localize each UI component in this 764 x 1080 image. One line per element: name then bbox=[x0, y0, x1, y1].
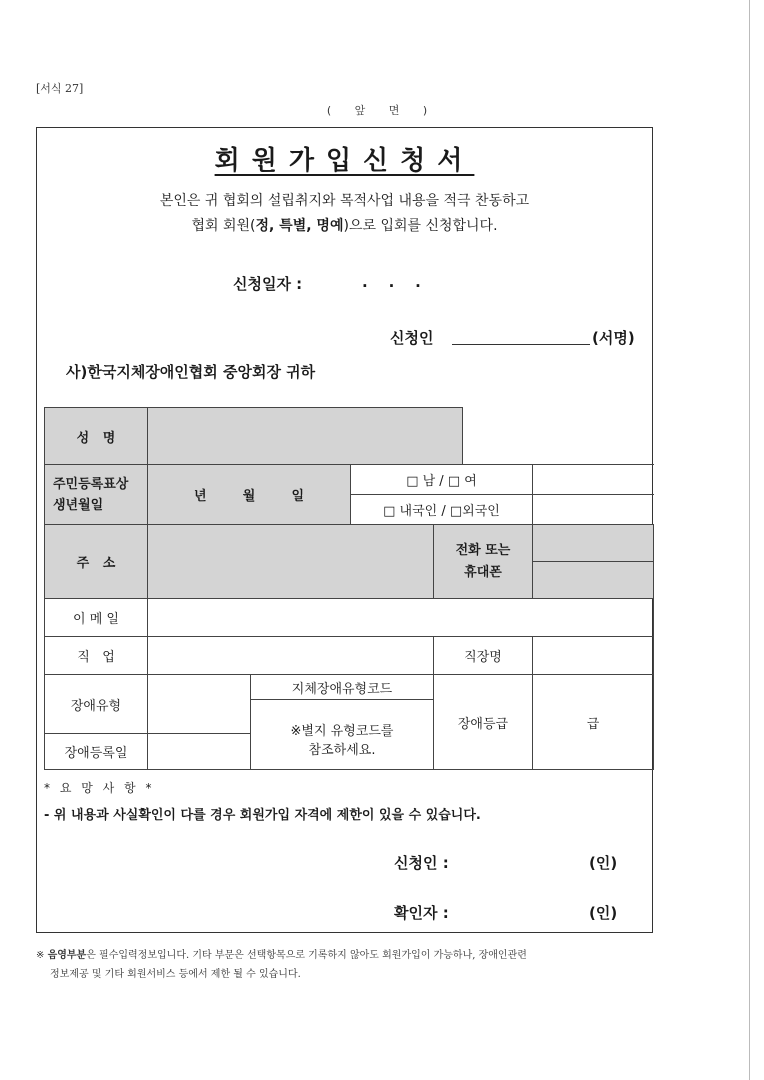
form-title-text: 회원가입신청서 bbox=[214, 146, 475, 176]
form-code: [서식 27] bbox=[36, 82, 84, 95]
signature-verifier-label: 확인자 : bbox=[394, 904, 449, 922]
disability-grade-field[interactable]: 급 bbox=[533, 675, 654, 770]
page-edge-rule bbox=[749, 0, 750, 1080]
addressee: 사)한국지체장애인협회 중앙회장 귀하 bbox=[66, 363, 316, 381]
disability-code-label: 지체장애유형코드 bbox=[251, 675, 434, 700]
footer-bold: 음영부분 bbox=[47, 950, 87, 961]
nationality-field[interactable]: □ 내국인 / □외국인 bbox=[351, 495, 533, 525]
footer-text-1: 은 필수입력정보입니다. 기타 부문은 선택항목으로 기록하지 않아도 회원가입이 가능하나, 장애인관련 bbox=[86, 950, 527, 961]
application-date-label: 신청일자 : bbox=[233, 275, 303, 293]
page-side-label: ( 앞 면 ) bbox=[326, 104, 438, 117]
disability-grade-label: 장애등급 bbox=[434, 675, 533, 770]
membership-types: 정, 특별, 명예 bbox=[255, 218, 344, 234]
applicant-sign-note: (서명) bbox=[592, 329, 635, 347]
intro-line-2 bbox=[36, 215, 653, 235]
intro-line-2-pre: 협회 회원( bbox=[191, 218, 256, 234]
applicant-label: 신청인 bbox=[390, 329, 434, 347]
job-label: 직 업 bbox=[45, 637, 148, 675]
footer-note bbox=[36, 946, 676, 984]
intro-line-2-post: )으로 입회를 신청합니다. bbox=[343, 218, 498, 234]
job-field[interactable] bbox=[148, 637, 434, 675]
email-field[interactable] bbox=[148, 599, 654, 637]
name-label: 성 명 bbox=[45, 408, 148, 465]
blank-cell bbox=[533, 495, 654, 525]
email-label: 이 메 일 bbox=[45, 599, 148, 637]
disability-type-label: 장애유형 bbox=[45, 675, 148, 734]
signature-applicant-label: 신청인 : bbox=[394, 854, 449, 872]
member-info-table bbox=[44, 407, 654, 770]
name-field[interactable] bbox=[148, 408, 463, 465]
signature-verifier-seal[interactable]: (인) bbox=[589, 904, 618, 922]
intro-line-1: 본인은 귀 협회의 설립취지와 목적사업 내용을 적극 찬동하고 bbox=[159, 193, 530, 209]
birth-field[interactable]: 년 월 일 bbox=[148, 465, 351, 525]
notes-heading: * 요 망 사 항 * bbox=[44, 781, 155, 795]
workplace-label: 직장명 bbox=[434, 637, 533, 675]
disability-code-note: ※별지 유형코드를 참조하세요. bbox=[251, 700, 434, 770]
form-title bbox=[36, 140, 653, 177]
blank-cell bbox=[463, 408, 654, 465]
blank-cell bbox=[533, 465, 654, 495]
registration-date-label: 장애등록일 bbox=[45, 734, 148, 770]
signature-applicant-seal[interactable]: (인) bbox=[589, 854, 618, 872]
phone-field[interactable] bbox=[533, 525, 654, 562]
footer-line-2: 정보제공 및 기타 회원서비스 등에서 제한 될 수 있습니다. bbox=[50, 969, 301, 980]
phone-label: 전화 또는 휴대폰 bbox=[434, 525, 533, 599]
application-date-field[interactable]: . . . bbox=[362, 273, 421, 291]
birth-label: 주민등록표상 생년월일 bbox=[45, 465, 148, 525]
footer-mark: ※ bbox=[36, 950, 45, 961]
notes-item: - 위 내용과 사실확인이 다를 경우 회원가입 자격에 제한이 있을 수 있습니다. bbox=[44, 808, 481, 823]
gender-field[interactable]: □ 남 / □ 여 bbox=[351, 465, 533, 495]
registration-date-field[interactable] bbox=[148, 734, 251, 770]
mobile-field[interactable] bbox=[533, 562, 654, 599]
workplace-field[interactable] bbox=[533, 637, 654, 675]
footer-line-1 bbox=[36, 946, 676, 965]
applicant-signature-line[interactable] bbox=[452, 344, 590, 345]
address-field[interactable] bbox=[148, 525, 434, 599]
disability-type-field[interactable] bbox=[148, 675, 251, 734]
address-label: 주 소 bbox=[45, 525, 148, 599]
